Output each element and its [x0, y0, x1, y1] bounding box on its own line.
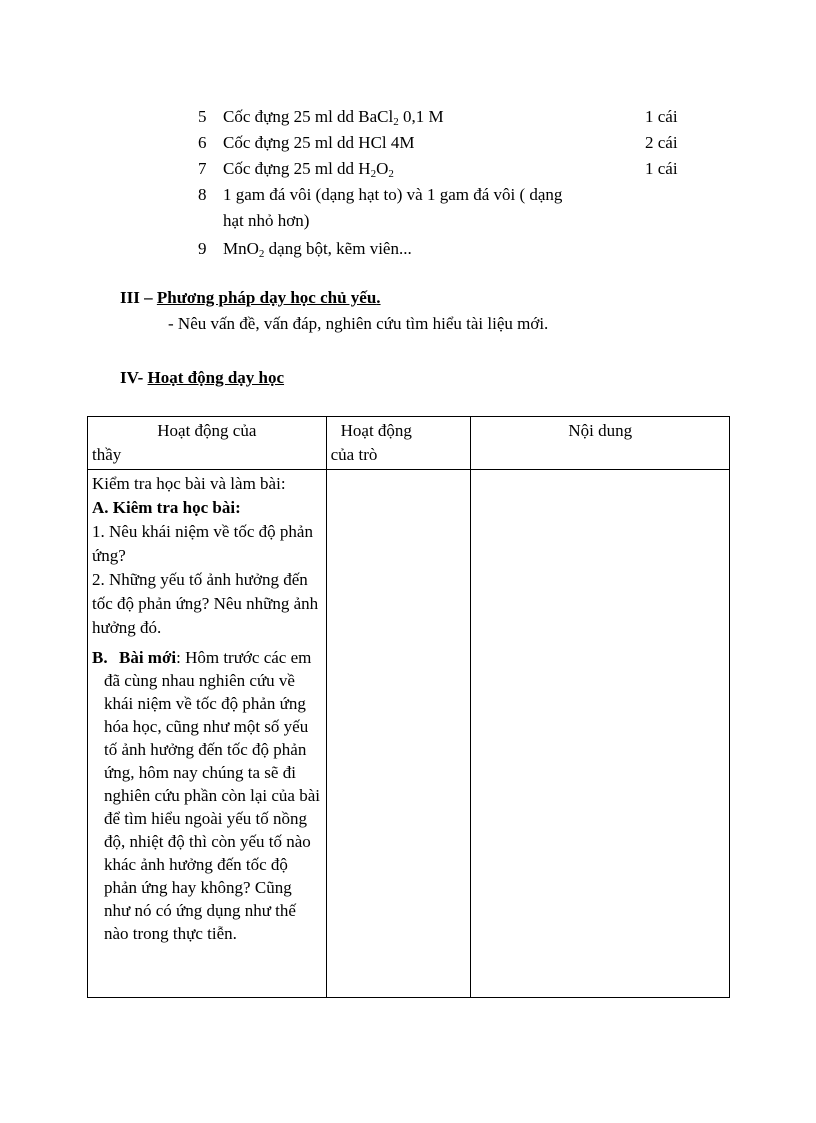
item-text: Cốc đựng 25 ml dd BaCl$_2$ 0,1 M [223, 107, 444, 128]
item-number: 5 [198, 107, 207, 126]
table-row [88, 470, 730, 998]
item-number: 9 [198, 239, 207, 258]
header-teacher: Hoạt động của thầy [88, 417, 327, 470]
methods-text: - Nêu vấn đề, vấn đáp, nghiên cứu tìm hiểu tài liệu mới. [168, 314, 549, 333]
header-student: Hoạt động của trò [326, 417, 471, 470]
section-heading-activities [120, 368, 284, 388]
part-b [92, 646, 322, 945]
item-number: 8 [198, 185, 207, 204]
activity-table [87, 416, 730, 998]
item-text: MnO$_2$ dạng bột, kẽm viên... [223, 239, 412, 260]
item-text: Cốc đựng 25 ml dd HCl 4M [223, 133, 415, 152]
item-quantity: 1 cái [645, 107, 678, 126]
section-title: Phương pháp dạy học chủ yếu. [156, 288, 381, 307]
section-number: III – [120, 288, 157, 307]
teacher-activity-cell [88, 470, 327, 998]
question-2: 2. Những yếu tố ảnh hưởng đến tốc độ phản ứng? Nêu những ảnh hưởng đó. [92, 570, 319, 637]
table-header-row [88, 417, 730, 470]
item-number: 6 [198, 133, 207, 152]
question-1: 1. Nêu khái niệm về tốc độ phản ứng? [92, 522, 313, 565]
section-number: IV- [120, 368, 148, 387]
item-text-line1: 1 gam đá vôi (dạng hạt to) và 1 gam đá vôi ( dạng [223, 185, 563, 204]
item-number: 7 [198, 159, 207, 178]
section-title: Hoạt động dạy học [147, 368, 285, 387]
header-content: Nội dung [471, 417, 730, 470]
part-b-label: B. [92, 648, 108, 667]
item-text-line2: hạt nhỏ hơn) [223, 211, 310, 230]
item-text: Cốc đựng 25 ml dd $H_2O_2$ [223, 159, 394, 180]
item-quantity: 2 cái [645, 133, 678, 152]
part-b-text: Bài mới: Hôm trước các em đã cùng nhau nghiên cứu về khái niệm về tốc độ phản ứng hóa học, cũng như một số yếu tố ảnh hưởng đến tốc độ phản ứng, hôm nay chúng ta sẽ đi nghiên cứu phần còn lại của bài để tìm hiểu ngoài yếu tố nồng độ, nhiệt độ thì còn yếu tố nào khác ảnh hưởng đến tốc độ phản ứng hay không? Cũng như nó có ứng dụng như thế nào trong thực tiễn. [104, 648, 320, 943]
content-cell [471, 470, 730, 998]
student-activity-cell [326, 470, 471, 998]
section-heading-methods [120, 288, 381, 308]
intro-text: Kiểm tra học bài và làm bài: [92, 474, 286, 493]
part-a-label: A. Kiêm tra học bài: [92, 498, 241, 517]
item-quantity: 1 cái [645, 159, 678, 178]
